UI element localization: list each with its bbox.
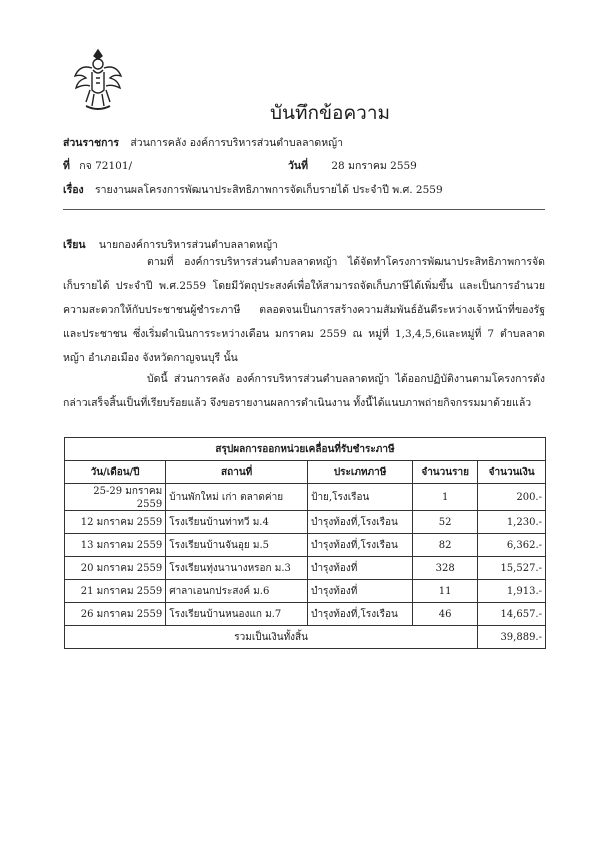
paragraph-1: ตามที่ องค์การบริหารส่วนตำบลลาดหญ้า ได้จัดทำโครงการพัฒนาประสิทธิภาพการจัดเก็บรายได้ ประจำปี พ.ศ.2559 โดยมีวัตถุประสงค์เพื่อให้สามารถจัดเก็บภาษีได้เพิ่มขึ้น และเป็นการอำนวยความสะดวกให้กับประชาชนผู้ชำระภาษี ตลอดจนเป็นการสร้างความสัมพันธ์อันดีระหว่างเจ้าหน้าที่ของรัฐและประชาชน ซึ่งเริ่มดำเนินการระหว่างเดือน มกราคม 2559 ณ หมู่ที่ 1,3,4,5,6และหมู่ที่ 7 ตำบลลาดหญ้า อำเภอเมือง จังหวัดกาญจนบุรี นั้น — [63, 256, 545, 364]
cell-amount: 200.- — [478, 484, 546, 511]
dept-line — [63, 134, 343, 151]
cell-amount: 6,362.- — [478, 534, 546, 557]
ref-line — [63, 157, 132, 174]
cell-place: โรงเรียนทุ่งนานางหรอก ม.3 — [166, 557, 308, 580]
cell-count: 82 — [413, 534, 478, 557]
cell-type: บำรุงท้องที่ — [308, 580, 413, 603]
cell-amount: 14,657.- — [478, 603, 546, 626]
header-date: วัน/เดือน/ปี — [65, 461, 166, 484]
table-caption-row — [65, 438, 546, 461]
header-amount: จำนวนเงิน — [478, 461, 546, 484]
cell-amount: 15,527.- — [478, 557, 546, 580]
header-type: ประเภทภาษี — [308, 461, 413, 484]
cell-type: ป้าย,โรงเรือน — [308, 484, 413, 511]
cell-amount: 1,230.- — [478, 511, 546, 534]
cell-count: 1 — [413, 484, 478, 511]
header-count: จำนวนราย — [413, 461, 478, 484]
memo-title: บันทึกข้อความ — [269, 102, 391, 124]
cell-place: โรงเรียนบ้านหนองแก ม.7 — [166, 603, 308, 626]
table-row — [65, 603, 546, 626]
header-place: สถานที่ — [166, 461, 308, 484]
to-value: นายกองค์การบริหารส่วนตำบลลาดหญ้า — [98, 239, 278, 251]
date-label: วันที่ — [288, 160, 308, 172]
subject-line — [63, 181, 443, 198]
ref-label: ที่ — [63, 160, 70, 172]
cell-date: 26 มกราคม 2559 — [65, 603, 166, 626]
summary-table — [64, 437, 546, 649]
table-row — [65, 511, 546, 534]
cell-place: โรงเรียนบ้านจันอุย ม.5 — [166, 534, 308, 557]
date-line — [288, 157, 417, 174]
cell-type: บำรุงท้องที่,โรงเรือน — [308, 534, 413, 557]
cell-count: 46 — [413, 603, 478, 626]
header-divider — [63, 209, 545, 210]
cell-date: 21 มกราคม 2559 — [65, 580, 166, 603]
total-label: รวมเป็นเงินทั้งสิ้น — [65, 626, 478, 649]
cell-count: 11 — [413, 580, 478, 603]
cell-place: โรงเรียนบ้านท่าทวี ม.4 — [166, 511, 308, 534]
table-row — [65, 484, 546, 511]
table-row — [65, 557, 546, 580]
cell-place: บ้านพักใหม่ เก่า ตลาดค่าย — [166, 484, 308, 511]
subject-label: เรื่อง — [63, 184, 84, 196]
cell-type: บำรุงท้องที่,โรงเรือน — [308, 511, 413, 534]
table-total-row — [65, 626, 546, 649]
table-row — [65, 534, 546, 557]
total-amount: 39,889.- — [478, 626, 546, 649]
date-value: 28 มกราคม 2559 — [331, 160, 417, 172]
subject-value: รายงานผลโครงการพัฒนาประสิทธิภาพการจัดเก็บรายได้ ประจำปี พ.ศ. 2559 — [95, 184, 443, 196]
cell-count: 328 — [413, 557, 478, 580]
table-caption: สรุปผลการออกหน่วยเคลื่อนที่รับชำระภาษี — [65, 438, 546, 461]
table-header-row — [65, 461, 546, 484]
cell-date: 12 มกราคม 2559 — [65, 511, 166, 534]
paragraph-2: บัดนี้ ส่วนการคลัง องค์การบริหารส่วนตำบลลาดหญ้า ได้ออกปฏิบัติงานตามโครงการดังกล่าวเสร็จสิ้นเป็นที่เรียบร้อยแล้ว จึงขอรายงานผลการดำเนินงาน ทั้งนี้ได้แนบภาพถ่ายกิจกรรมมาด้วยแล้ว — [63, 373, 545, 409]
cell-date: 13 มกราคม 2559 — [65, 534, 166, 557]
cell-count: 52 — [413, 511, 478, 534]
cell-date: 25-29 มกราคม 2559 — [65, 484, 166, 511]
to-label: เรียน — [63, 239, 86, 251]
ref-value: กจ 72101/ — [79, 160, 133, 172]
dept-label: ส่วนราชการ — [63, 137, 120, 149]
cell-date: 20 มกราคม 2559 — [65, 557, 166, 580]
cell-type: บำรุงท้องที่,โรงเรือน — [308, 603, 413, 626]
table-row — [65, 580, 546, 603]
cell-place: ศาลาเอนกประสงค์ ม.6 — [166, 580, 308, 603]
cell-type: บำรุงท้องที่ — [308, 557, 413, 580]
dept-value: ส่วนการคลัง องค์การบริหารส่วนตำบลลาดหญ้า — [130, 137, 344, 149]
cell-amount: 1,913.- — [478, 580, 546, 603]
